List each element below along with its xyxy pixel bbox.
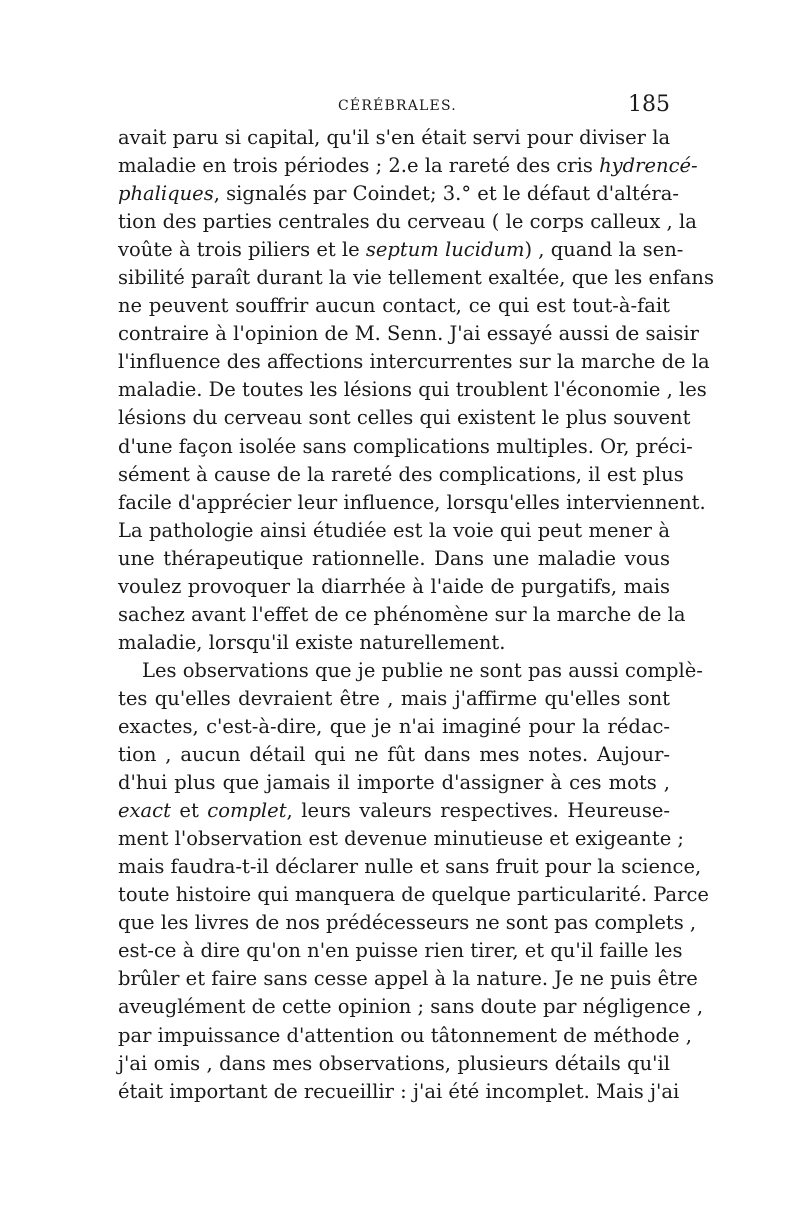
text-line <box>118 993 704 1021</box>
text-run: est-ce à dire qu'on n'en puisse rien tirer, et qu'il faille les <box>118 939 683 963</box>
text-line <box>118 489 706 517</box>
text-line <box>118 769 670 797</box>
text-run: aveuglément de cette opinion ; sans doute par négligence , <box>118 995 704 1019</box>
text-run: sibilité paraît durant la vie tellement exaltée, que les enfans <box>118 266 714 290</box>
text-run: l'influence des affections intercurrentes sur la marche de la <box>118 350 710 374</box>
text-line <box>118 1022 692 1050</box>
running-title: CÉRÉBRALES. <box>338 98 457 114</box>
text-line <box>118 348 710 376</box>
text-line <box>118 236 684 264</box>
text-line <box>118 264 714 292</box>
text-run: par impuissance d'attention ou tâtonnement de méthode , <box>118 1023 692 1047</box>
text-line <box>118 1050 670 1078</box>
text-line <box>118 517 670 545</box>
text-run: que les livres de nos prédécesseurs ne sont pas complets , <box>118 911 697 935</box>
text-run: d'hui plus que jamais il importe d'assigner à ces mots , <box>118 771 670 795</box>
text-line <box>118 1078 680 1106</box>
text-line <box>118 320 699 348</box>
body-text <box>118 124 714 1106</box>
text-line <box>118 937 683 965</box>
text-line <box>118 601 686 629</box>
text-run: mais faudra-t-il déclarer nulle et sans fruit pour la science, <box>118 855 702 879</box>
text-line <box>118 965 698 993</box>
text-line <box>118 433 693 461</box>
text-line <box>118 376 707 404</box>
text-line <box>118 124 670 152</box>
text-run: ) , quand la sen- <box>524 238 684 262</box>
text-run: sément à cause de la rareté des complications, il est plus <box>118 462 684 486</box>
text-run: Les observations que je publie ne sont pas aussi complè- <box>142 658 703 682</box>
text-run: contraire à l'opinion de M. Senn. J'ai essayé aussi de saisir <box>118 322 699 346</box>
italic-text: phaliques <box>118 182 214 206</box>
italic-text: hydrencé- <box>599 154 698 178</box>
text-run: ne peuvent souffrir aucun contact, ce qui est tout-à-fait <box>118 294 670 318</box>
text-line <box>118 741 670 769</box>
text-run: avait paru si capital, qu'il s'en était servi pour diviser la <box>118 126 671 149</box>
text-run: lésions du cerveau sont celles qui existent le plus souvent <box>118 406 691 430</box>
text-run: une thérapeutique rationnelle. Dans une maladie vous <box>118 546 670 570</box>
text-line <box>118 461 684 489</box>
text-line <box>118 404 691 432</box>
text-run: , leurs valeurs respectives. Heureuse- <box>286 799 670 823</box>
text-run: j'ai omis , dans mes observations, plusieurs détails qu'il <box>118 1051 670 1075</box>
text-run: et <box>170 799 208 823</box>
text-line <box>118 152 698 180</box>
page-header <box>118 92 670 122</box>
text-run: maladie, lorsqu'il existe naturellement. <box>118 630 506 654</box>
text-line <box>118 180 679 208</box>
text-run: exactes, c'est-à-dire, que je n'ai imaginé pour la rédac- <box>118 714 670 738</box>
text-run: sachez avant l'effet de ce phénomène sur la marche de la <box>118 602 686 626</box>
text-line <box>118 657 703 685</box>
text-line <box>118 909 697 937</box>
italic-text: exact <box>118 799 171 823</box>
text-line <box>118 629 670 657</box>
text-run: voûte à trois piliers et le <box>118 238 366 262</box>
text-line <box>118 292 670 320</box>
text-run: tes qu'elles devraient être , mais j'affirme qu'elles sont <box>118 686 670 710</box>
text-line <box>118 573 670 601</box>
text-line <box>118 853 702 881</box>
text-run: facile d'apprécier leur influence, lorsqu'elles interviennent. <box>118 490 706 514</box>
italic-text: septum lucidum <box>365 238 525 262</box>
text-run: d'une façon isolée sans complications multiples. Or, préci- <box>118 434 693 458</box>
text-line <box>118 713 670 741</box>
text-line <box>118 685 670 713</box>
text-line <box>118 881 709 909</box>
text-line <box>118 797 670 825</box>
text-line <box>118 825 685 853</box>
text-run: ment l'observation est devenue minutieuse et exigeante ; <box>118 827 685 851</box>
page-number: 185 <box>628 92 670 117</box>
text-run: La pathologie ainsi étudiée est la voie qui peut mener à <box>118 518 670 542</box>
text-line <box>118 545 670 573</box>
italic-text: complet <box>207 799 287 823</box>
text-run: brûler et faire sans cesse appel à la nature. Je ne puis être <box>118 967 698 991</box>
text-run: était important de recueillir : j'ai été incomplet. Mais j'ai <box>118 1079 680 1103</box>
text-run: toute histoire qui manquera de quelque particularité. Parce <box>118 883 709 907</box>
text-run: maladie en trois périodes ; 2.e la rareté des cris <box>118 154 600 178</box>
text-run: maladie. De toutes les lésions qui troublent l'économie , les <box>118 378 707 402</box>
text-run: voulez provoquer la diarrhée à l'aide de purgatifs, mais <box>118 574 670 598</box>
text-line <box>118 208 697 236</box>
text-run: tion des parties centrales du cerveau ( le corps calleux , la <box>118 210 697 234</box>
text-run: , signalés par Coindet; 3.° et le défaut d'altéra- <box>213 182 679 206</box>
text-run: tion , aucun détail qui ne fût dans mes notes. Aujour- <box>118 743 670 767</box>
